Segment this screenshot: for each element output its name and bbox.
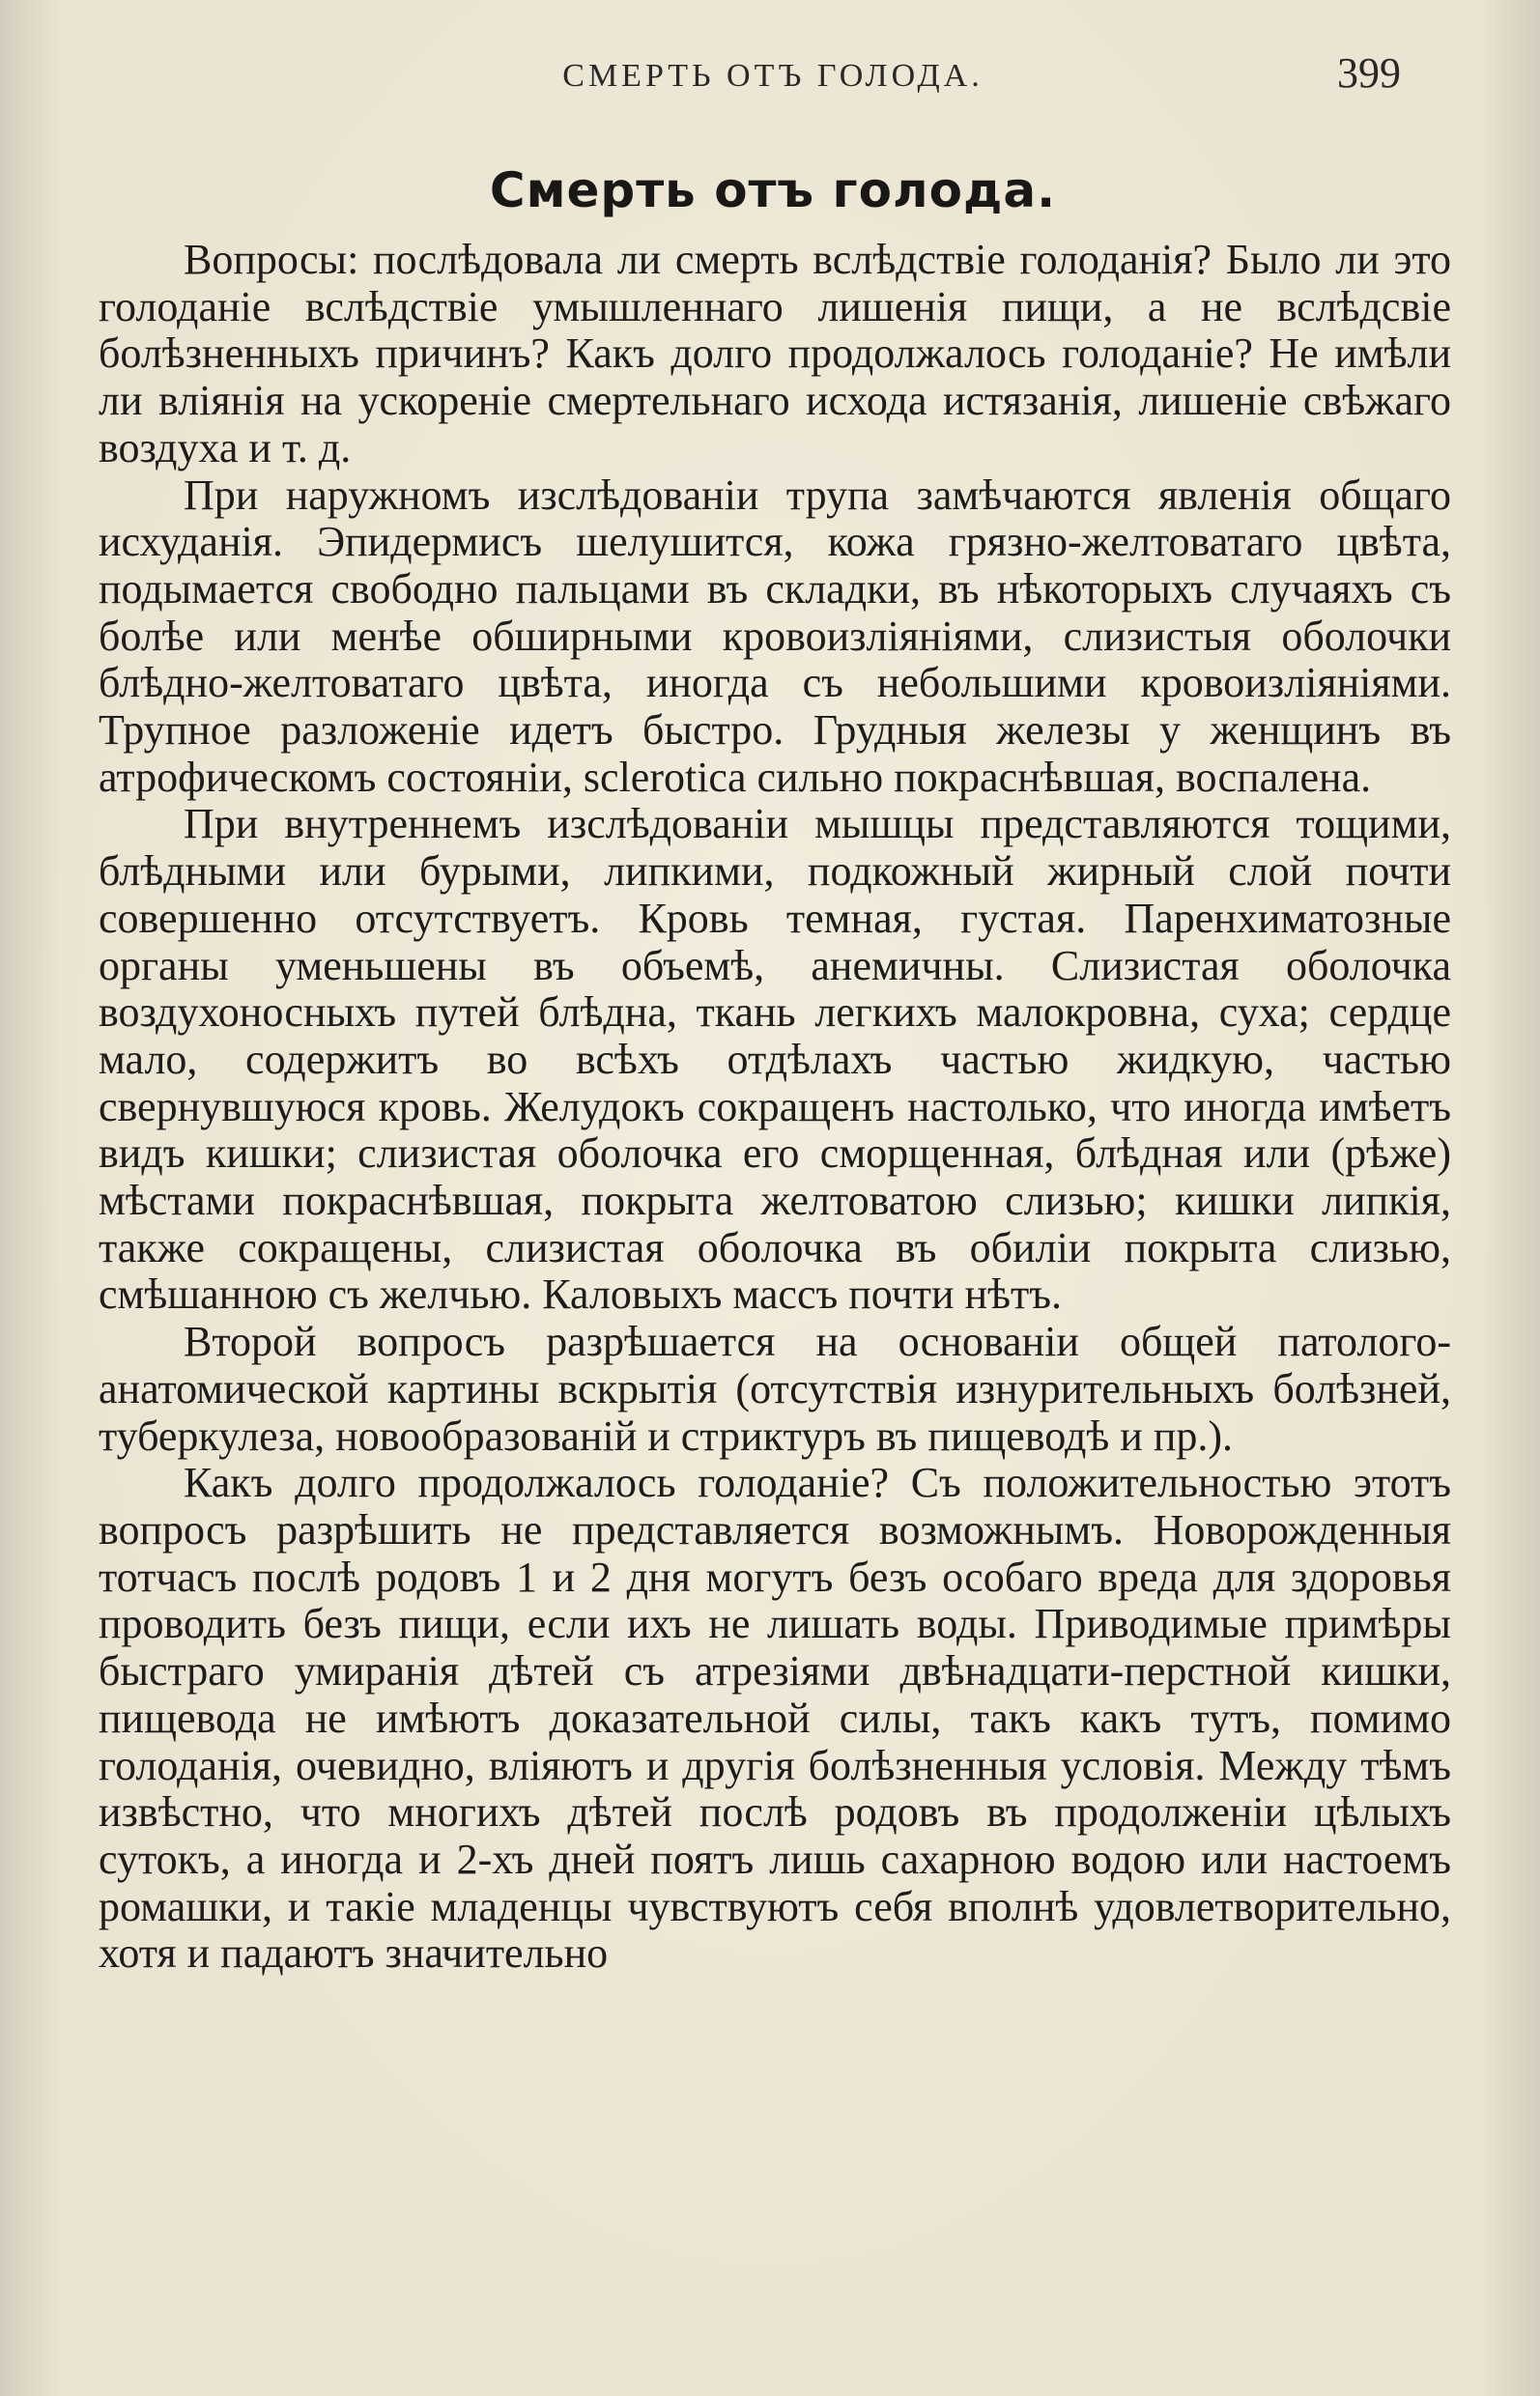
paragraph-duration: Какъ долго продолжалось голоданіе? Съ положительностью этотъ вопросъ разрѣшить не представляется возможнымъ. Новорожденныя тотчасъ послѣ родовъ 1 и 2 дня могутъ безъ особаго вреда для здоровья проводить безъ пищи, если ихъ не лишать воды. Приводимые примѣры быстраго умиранія дѣтей съ атрезіями двѣнадцати-перстной кишки, пищевода не имѣютъ доказательной силы, такъ какъ тутъ, помимо голоданія, очевидно, вліяютъ и другія болѣзненныя условія. Между тѣмъ извѣстно, что многихъ дѣтей послѣ родовъ въ продолженіи цѣлыхъ сутокъ, а иногда и 2-хъ дней поятъ лишь сахарною водою или настоемъ ромашки, и такіе младенцы чувствуютъ себя вполнѣ удовлетворительно, хотя и падаютъ значительно (99, 1459, 1451, 1978)
body-text (99, 237, 1451, 1978)
paragraph-questions: Вопросы: послѣдовала ли смерть вслѣдствіе голоданія? Было ли это голоданіе вслѣдствіе умышленнаго лишенія пищи, а не вслѣдсвіе болѣзненныхъ причинъ? Какъ долго продолжалось голоданіе? Не имѣли ли вліянія на ускореніе смертельнаго исхода истязанія, лишеніе свѣжаго воздуха и т. д. (99, 236, 1451, 471)
page-number: 399 (1337, 49, 1401, 97)
running-title: СМЕРТЬ ОТЪ ГОЛОДА. (562, 58, 984, 94)
running-head (97, 48, 1449, 106)
section-title: Смерть отъ голода. (489, 162, 1057, 218)
paragraph-second-question: Второй вопросъ разрѣшается на основаніи общей патолого-анатомической картины вскрытія (отсутствія изнурительныхъ болѣзней, туберкулеза, новообразованій и стриктуръ въ пищеводѣ и пр.). (99, 1318, 1451, 1460)
paragraph-external-examination: При наружномъ изслѣдованіи трупа замѣчаются явленія общаго исхуданія. Эпидермисъ шелушится, кожа грязно-желтоватаго цвѣта, подымается свободно пальцами въ складки, въ нѣкоторыхъ случаяхъ съ болѣе или менѣе обширными кровоизліяніями, слизистыя оболочки блѣдно-желтоватаго цвѣта, иногда съ небольшими кровоизліяніями. Трупное разложеніе идетъ быстро. Грудныя железы у женщинъ въ атрофическомъ состояніи, sclerotica сильно покраснѣвшая, воспалена. (99, 471, 1451, 801)
paragraph-internal-examination: При внутреннемъ изслѣдованіи мышцы представляются тощими, блѣдными или бурыми, липкими, подкожный жирный слой почти совершенно отсутствуетъ. Кровь темная, густая. Паренхиматозные органы уменьшены въ объемѣ, анемичны. Слизистая оболочка воздухоносныхъ путей блѣдна, ткань легкихъ малокровна, суха; сердце мало, содержитъ во всѣхъ отдѣлахъ частью жидкую, частью свернувшуюся кровь. Желудокъ сокращенъ настолько, что иногда имѣетъ видъ кишки; слизистая оболочка его сморщенная, блѣдная или (рѣже) мѣстами покраснѣвшая, покрыта желтоватою слизью; кишки липкія, также сокращены, слизистая оболочка въ обиліи покрыта слизью, смѣшанною съ желчью. Каловыхъ массъ почти нѣтъ. (99, 800, 1451, 1319)
